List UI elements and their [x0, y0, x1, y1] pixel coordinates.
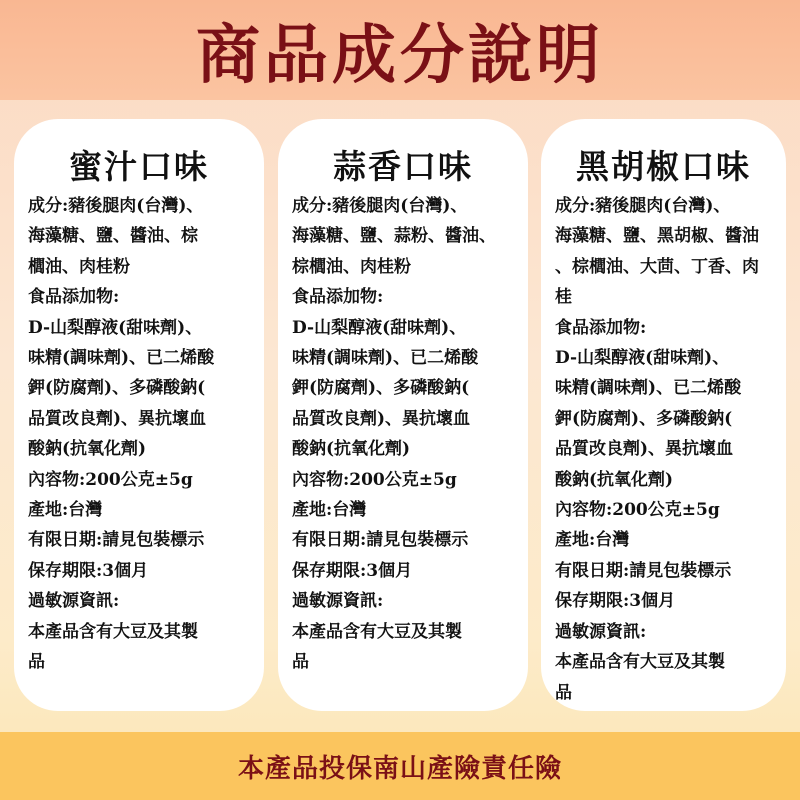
ingredient-line: 食品添加物:	[292, 287, 384, 308]
ingredient-line: 成分:豬後腿肉(台灣)、	[292, 196, 468, 216]
ingredient-line: 海藻糖、鹽、蒜粉、醬油、	[292, 226, 496, 247]
ingredient-line: 保存期限:3個月	[28, 560, 149, 581]
ingredient-line: 、棕櫚油、大茴、丁香、肉	[555, 256, 759, 277]
ingredient-line: 內容物:200公克±5g	[555, 500, 720, 521]
ingredient-line: 過敏源資訊:	[292, 591, 384, 612]
ingredient-line: 內容物:200公克±5g	[28, 469, 193, 490]
header-banner	[0, 0, 800, 100]
ingredient-line: 味精(調味劑)、已二烯酸	[28, 348, 215, 369]
card-body	[28, 191, 256, 678]
ingredient-line: 保存期限:3個月	[555, 591, 676, 612]
ingredient-line: D-山梨醇液(甜味劑)、	[555, 348, 730, 369]
page-title: 商品成分說明	[196, 18, 604, 93]
ingredient-line: 食品添加物:	[555, 317, 647, 338]
ingredient-line: 成分:豬後腿肉(台灣)、	[555, 196, 731, 216]
ingredient-line: 品	[28, 652, 45, 673]
ingredient-line: 產地:台灣	[555, 530, 630, 551]
ingredient-line: 品質改良劑)、異抗壞血	[555, 439, 734, 460]
ingredient-line: 本產品含有大豆及其製	[292, 621, 462, 642]
ingredient-line: 酸鈉(抗氧化劑)	[28, 439, 147, 460]
ingredient-line: D-山梨醇液(甜味劑)、	[28, 317, 203, 338]
ingredient-line: 產地:台灣	[292, 500, 367, 521]
ingredient-line: 味精(調味劑)、已二烯酸	[555, 378, 742, 399]
ingredient-line: 本產品含有大豆及其製	[555, 652, 725, 673]
ingredient-line: 海藻糖、鹽、醬油、棕	[28, 226, 198, 247]
ingredient-line: 食品添加物:	[28, 287, 120, 308]
ingredient-line: 產地:台灣	[28, 500, 103, 521]
ingredient-line: 酸鈉(抗氧化劑)	[292, 439, 411, 460]
ingredient-line: 有限日期:請見包裝標示	[28, 530, 205, 551]
insurance-notice: 本產品投保南山產險責任險	[237, 753, 562, 784]
ingredient-line: 有限日期:請見包裝標示	[555, 560, 732, 581]
ingredient-line: 鉀(防腐劑)、多磷酸鈉(	[28, 378, 206, 399]
ingredient-line: 味精(調味劑)、已二烯酸	[292, 348, 479, 369]
ingredient-line: 品	[292, 652, 309, 673]
ingredient-line: 桂	[555, 287, 572, 308]
ingredient-line: 成分:豬後腿肉(台灣)、	[28, 196, 204, 216]
ingredient-line: 過敏源資訊:	[555, 621, 647, 642]
ingredient-line: 棕櫚油、肉桂粉	[292, 256, 411, 277]
card-black-pepper	[541, 119, 786, 711]
ingredient-line: 酸鈉(抗氧化劑)	[555, 469, 674, 490]
ingredient-line: 鉀(防腐劑)、多磷酸鈉(	[555, 408, 733, 429]
ingredient-line: 品質改良劑)、異抗壞血	[292, 408, 471, 429]
ingredient-line: 本產品含有大豆及其製	[28, 621, 198, 642]
ingredient-line: 有限日期:請見包裝標示	[292, 530, 469, 551]
ingredient-line: 品	[555, 682, 572, 703]
card-title: 蜜汁口味	[69, 147, 209, 186]
ingredient-line: 保存期限:3個月	[292, 560, 413, 581]
ingredient-line: 內容物:200公克±5g	[292, 469, 457, 490]
ingredient-line: 過敏源資訊:	[28, 591, 120, 612]
footer-banner	[0, 732, 800, 800]
card-title: 黑胡椒口味	[576, 147, 751, 186]
card-body	[292, 191, 520, 678]
ingredient-line: 海藻糖、鹽、黑胡椒、醬油	[555, 226, 759, 247]
ingredient-line: 品質改良劑)、異抗壞血	[28, 408, 207, 429]
card-body	[555, 191, 778, 708]
card-title: 蒜香口味	[333, 147, 473, 186]
ingredient-line: D-山梨醇液(甜味劑)、	[292, 317, 467, 338]
ingredient-cards	[14, 119, 786, 711]
card-honey	[14, 119, 264, 711]
ingredient-line: 櫚油、肉桂粉	[28, 256, 130, 277]
card-garlic	[278, 119, 528, 711]
ingredient-line: 鉀(防腐劑)、多磷酸鈉(	[292, 378, 470, 399]
